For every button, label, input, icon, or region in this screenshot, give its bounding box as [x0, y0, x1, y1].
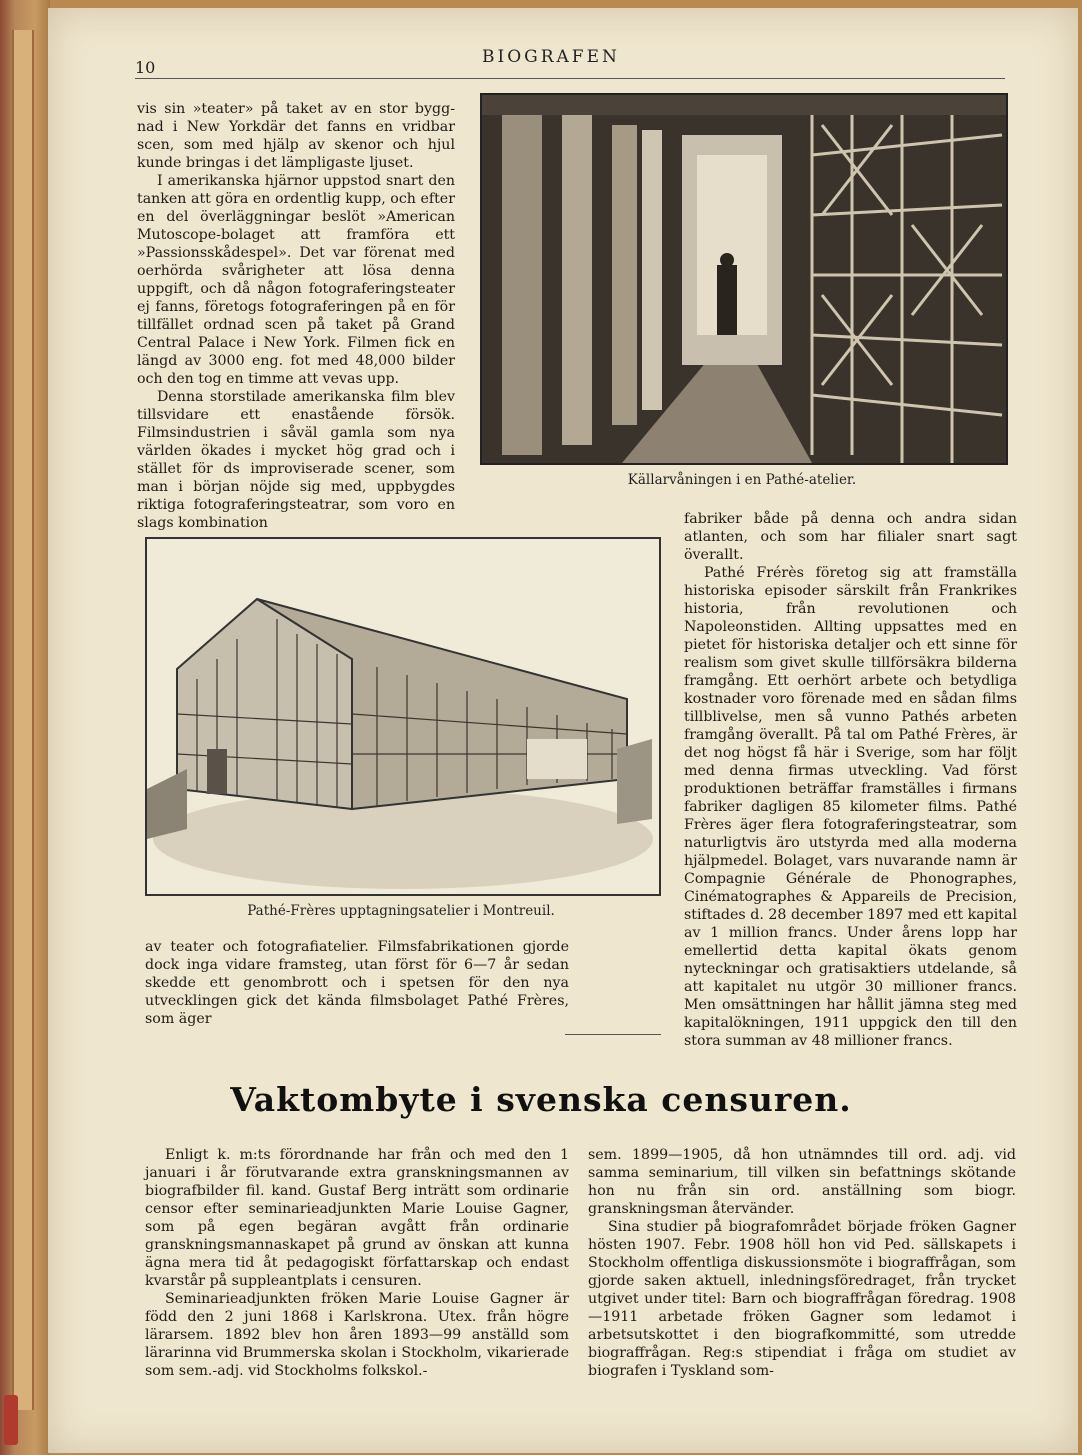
paragraph: fabriker både på denna och andra sidan atlanten, och som har filialer snart sagt överallt. — [684, 511, 1017, 563]
photo-montreuil-studio — [145, 537, 661, 896]
section-separator — [565, 1034, 661, 1035]
caption-basement: Källarvåningen i en Pathé-atelier. — [627, 472, 857, 488]
book-binding — [0, 0, 50, 1455]
left-column-bottom-text — [145, 938, 569, 1028]
right-column-text — [684, 510, 1017, 1050]
left-column-top-text — [137, 100, 455, 532]
paragraph: vis sin »teater» på taket av en stor bygg-nad i New Yorkdär det fanns en vridbar scen, som med hjälp av skenor och hjul kunde bringas i det lämpligaste ljuset. — [137, 101, 455, 171]
paragraph: I amerikanska hjärnor uppstod snart den tanken att göra en ordentlig kupp, och efter en del överläggningar beslöt »American Mutoscope-bolaget att framföra ett »Passionsskådespel». Det var förenat med oerhörda svårigheter att lösa denna uppgift, och då någon fotograferingsteater ej fanns, företogs fotograferingen på en för tillfället ordnad scen på taket på Grand Central Palace i New York. Filmen fick en längd av 3000 eng. fot med 48,000 bilder och den tog en timme att vevas upp. — [137, 173, 455, 387]
article-left-column — [145, 1146, 569, 1380]
caption-montreuil: Pathé-Frères upptagningsatelier i Montreuil. — [247, 903, 555, 919]
red-page-tab — [4, 1395, 18, 1445]
paragraph: Sina studier på biografområdet började fröken Gagner hösten 1907. Febr. 1908 höll hon vid Ped. sällskapets i Stockholm offentliga diskussionsmöte i biograffrågan, som gjorde saken aktuell, inledningsföredraget, från trycket utgivet under titel: Barn och biograffrågan föredrag. 1908—1911 arbetade fröken Gagner som ledamot i arbetsutskottet i den biografkommitté, som utredde biograffrågan. Reg:s stipendiat i fråga om studiet av biografen i Tyskland som- — [588, 1219, 1016, 1379]
paragraph: av teater och fotografiatelier. Filmsfabrikationen gjorde dock inga vidare framsteg, utan först för 6—7 år sedan skedde ett genombrott och i spetsen för den nya utvecklingen gick det kända filmsbolaget Pathé Frères, som äger — [145, 939, 569, 1027]
photo-pathe-basement — [480, 93, 1008, 465]
binding-strip — [12, 30, 34, 1410]
article-headline: Vaktombyte i svenska censuren. — [230, 1080, 852, 1119]
article-right-column — [588, 1146, 1016, 1380]
glass-studio-illustration — [147, 539, 659, 894]
page-number: 10 — [135, 58, 156, 77]
paragraph: sem. 1899—1905, då hon utnämndes till ord. adj. vid samma seminarium, till vilken sin befattnings skötande hon nu från sin ord. anställning som biogr. granskningsman återvänder. — [588, 1147, 1016, 1217]
basement-illustration — [482, 95, 1006, 463]
paragraph: Denna storstilade amerikanska film blev tillsvidare ett enastående försök. Filmsindustrien i såväl gamla som nya världen ökades i mycket hög grad och i stället för ds improviserade scener, som man i början nöjde sig med, uppbygdes riktiga fotograferingsteatrar, som voro en slags kombination — [137, 389, 455, 531]
paragraph: Pathé Frérès företog sig att framställa historiska episoder särskilt från Frankrikes historia, från revolutionen och Napoleonstiden. Allting uppsattes med en pietet för historiska detaljer och ett sinne för realism som givet skulle tillförsäkra bilderna framgång. Ett oerhört arbete och betydliga kostnader voro förenade med en sådan films tillblivelse, men så vunno Pathés arbeten framgång överallt. På tal om Pathé Frères, är det nog högst få här i Sverige, som har följt med denna firmas utveckling. Vad först produktionen beträffar framställes i firmans fabriker dagligen 85 kilometer films. Pathé Frères äger flera fotograferingsteatrar, som naturligtvis äro utstyrda med alla moderna hjälpmedel. Bolaget, vars nuvarande namn är Compagnie Générale de Phonographes, Cinématographes & Appareils de Precision, stiftades d. 28 december 1897 med ett kapital av 1 million francs. Under årens lopp har emellertid detta kapital ökats genom nyteckningar och gratisaktiers utdelande, så att kapitalet nu utgör 30 millioner francs. Men omsättningen har hållit jämna steg med kapitalökningen, 1911 uppgick den till den stora summan av 48 millioner francs. — [684, 565, 1017, 1049]
paragraph: Enligt k. m:ts förordnande har från och med den 1 januari i år förutvarande extra granskningsmannen av biografbilder fil. kand. Gustaf Berg inträtt som ordinarie censor efter seminarieadjunkten Marie Louise Gagner, som på egen begäran avgått från ordinarie granskningsmannaskapet på grund av önskan att kunna ägna mera tid åt pedagogiskt författarskap och endast kvarstår på suppleantplats i censuren. — [145, 1147, 569, 1289]
running-title: BIOGRAFEN — [482, 47, 620, 67]
header-rule — [135, 78, 1005, 79]
paragraph: Seminarieadjunkten fröken Marie Louise Gagner är född den 2 juni 1868 i Karlskrona. Utex. från högre lärarsem. 1892 blev hon åren 1893—99 anställd som lärarinna vid Brummerska skolan i Stockholm, vikarierade som sem.-adj. vid Stockholms folkskol.- — [145, 1291, 569, 1379]
